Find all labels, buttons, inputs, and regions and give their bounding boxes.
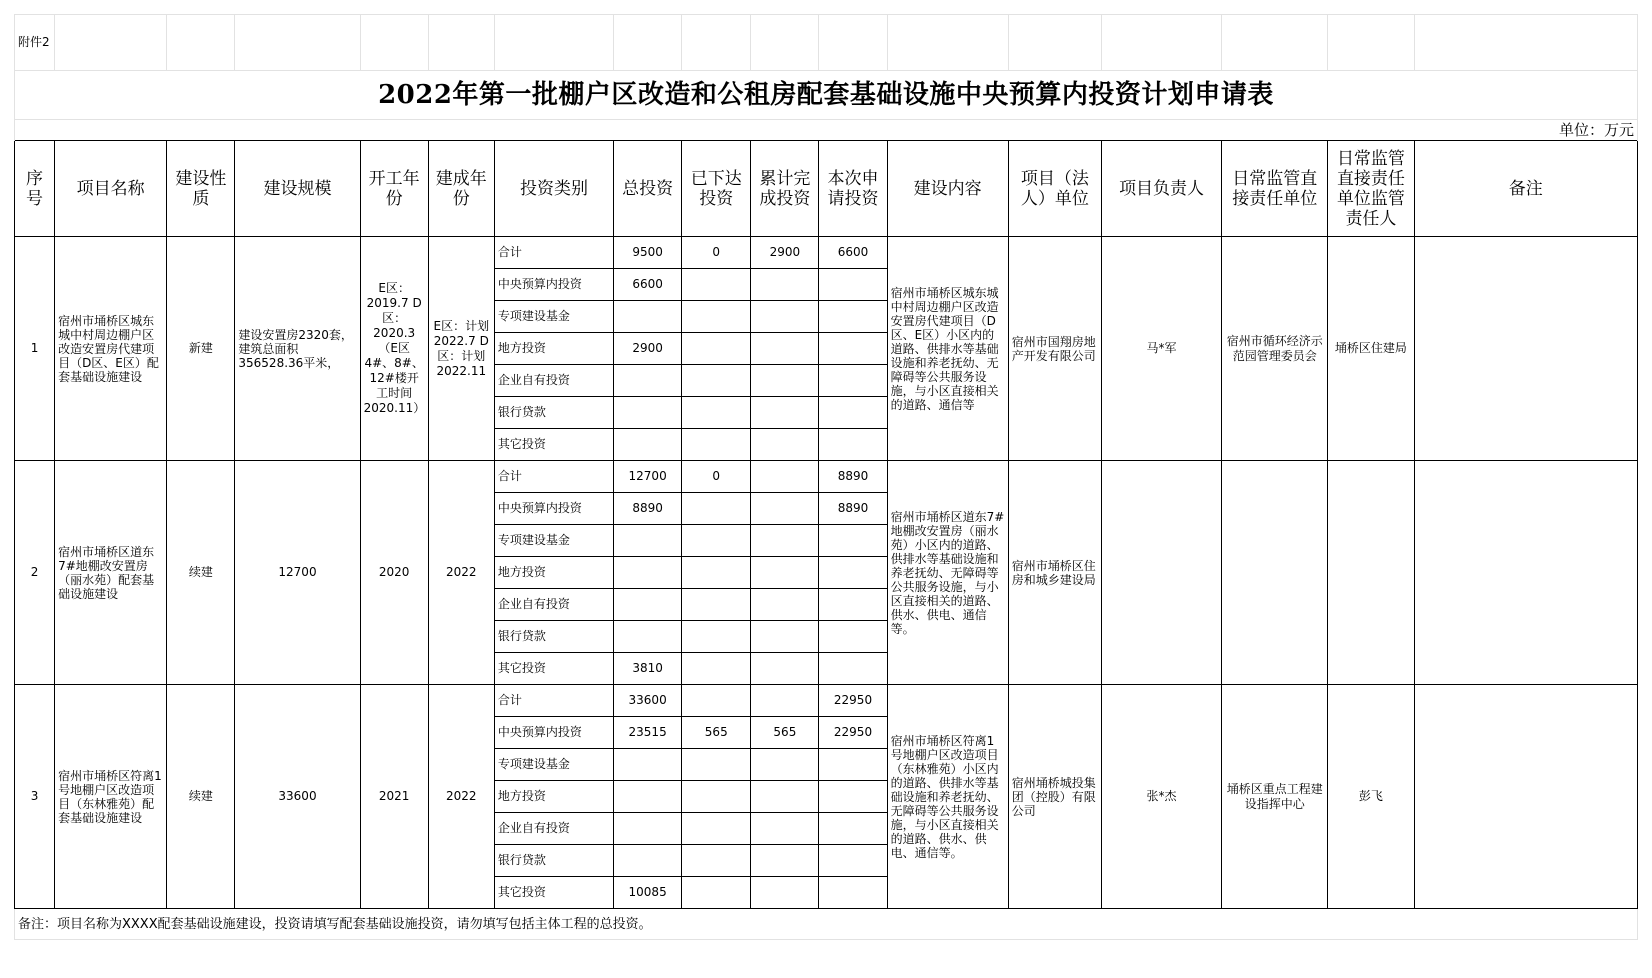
apply-investment-cell: [819, 429, 887, 461]
attachment-label: 附件2: [15, 15, 55, 71]
supervisor-unit-cell: 埇桥区重点工程建设指挥中心: [1222, 685, 1328, 909]
total-investment-cell: [614, 301, 682, 333]
table-row: [15, 461, 1638, 493]
apply-investment-cell: [819, 557, 887, 589]
total-investment-cell: [614, 813, 682, 845]
apply-investment-cell: [819, 781, 887, 813]
completed-investment-cell: [751, 781, 819, 813]
header-type: 投资类别: [494, 141, 613, 237]
completed-investment-cell: [751, 301, 819, 333]
table-row: [15, 685, 1638, 717]
total-investment-cell: 23515: [614, 717, 682, 749]
spreadsheet: [14, 14, 1638, 940]
investment-type-cell: 中央预算内投资: [494, 717, 613, 749]
total-investment-cell: [614, 365, 682, 397]
investment-type-cell: 地方投资: [494, 781, 613, 813]
apply-investment-cell: [819, 653, 887, 685]
completed-investment-cell: [751, 493, 819, 525]
page-title: 2022年第一批棚户区改造和公租房配套基础设施中央预算内投资计划申请表: [15, 71, 1638, 120]
header-unit: 项目（法人）单位: [1008, 141, 1101, 237]
total-investment-cell: 3810: [614, 653, 682, 685]
project-leader-cell: 张*杰: [1101, 685, 1221, 909]
issued-investment-cell: [682, 781, 751, 813]
apply-investment-cell: 22950: [819, 685, 887, 717]
investment-type-cell: 其它投资: [494, 429, 613, 461]
legal-unit-cell: 宿州市国翔房地产开发有限公司: [1008, 237, 1101, 461]
issued-investment-cell: [682, 301, 751, 333]
total-investment-cell: [614, 845, 682, 877]
table-row: [15, 237, 1638, 269]
completed-investment-cell: [751, 397, 819, 429]
header-seq: 序号: [15, 141, 55, 237]
completed-investment-cell: [751, 685, 819, 717]
unit-row: [15, 120, 1638, 141]
apply-investment-cell: [819, 621, 887, 653]
completed-investment-cell: [751, 429, 819, 461]
apply-investment-cell: [819, 589, 887, 621]
investment-type-cell: 合计: [494, 237, 613, 269]
attachment-row: [15, 15, 1638, 71]
issued-investment-cell: [682, 589, 751, 621]
header-sup-person: 日常监管直接责任单位监管责任人: [1328, 141, 1414, 237]
start-year-cell: 2021: [360, 685, 428, 909]
investment-type-cell: 企业自有投资: [494, 589, 613, 621]
total-investment-cell: 12700: [614, 461, 682, 493]
total-investment-cell: 8890: [614, 493, 682, 525]
apply-investment-cell: 22950: [819, 717, 887, 749]
footnote: 备注：项目名称为XXXX配套基础设施建设，投资请填写配套基础设施投资，请勿填写包括主体工程的总投资。: [15, 909, 1638, 940]
completed-investment-cell: [751, 653, 819, 685]
finish-year-cell: E区：计划2022.7 D区：计划2022.11: [428, 237, 494, 461]
note-row: [15, 909, 1638, 940]
apply-investment-cell: [819, 397, 887, 429]
investment-type-cell: 专项建设基金: [494, 301, 613, 333]
issued-investment-cell: [682, 877, 751, 909]
investment-type-cell: 合计: [494, 461, 613, 493]
completed-investment-cell: [751, 877, 819, 909]
scale-cell: 33600: [235, 685, 360, 909]
total-investment-cell: 2900: [614, 333, 682, 365]
unit-label: 单位：万元: [15, 120, 1638, 141]
completed-investment-cell: [751, 589, 819, 621]
header-row: [15, 141, 1638, 237]
completed-investment-cell: [751, 813, 819, 845]
supervisor-unit-cell: 宿州市循环经济示范园管理委员会: [1222, 237, 1328, 461]
completed-investment-cell: [751, 749, 819, 781]
issued-investment-cell: [682, 621, 751, 653]
completed-investment-cell: 2900: [751, 237, 819, 269]
investment-type-cell: 地方投资: [494, 333, 613, 365]
nature-cell: 新建: [167, 237, 235, 461]
apply-investment-cell: [819, 269, 887, 301]
supervisor-person-cell: 埇桥区住建局: [1328, 237, 1414, 461]
investment-type-cell: 地方投资: [494, 557, 613, 589]
investment-type-cell: 专项建设基金: [494, 525, 613, 557]
issued-investment-cell: [682, 493, 751, 525]
total-investment-cell: 33600: [614, 685, 682, 717]
seq-cell: 1: [15, 237, 55, 461]
header-finish: 建成年份: [428, 141, 494, 237]
apply-investment-cell: [819, 301, 887, 333]
completed-investment-cell: 565: [751, 717, 819, 749]
issued-investment-cell: [682, 749, 751, 781]
issued-investment-cell: [682, 685, 751, 717]
header-leader: 项目负责人: [1101, 141, 1221, 237]
total-investment-cell: [614, 749, 682, 781]
total-investment-cell: [614, 557, 682, 589]
apply-investment-cell: 6600: [819, 237, 887, 269]
seq-cell: 3: [15, 685, 55, 909]
header-content: 建设内容: [887, 141, 1008, 237]
header-apply: 本次申请投资: [819, 141, 887, 237]
finish-year-cell: 2022: [428, 685, 494, 909]
issued-investment-cell: 0: [682, 237, 751, 269]
completed-investment-cell: [751, 525, 819, 557]
apply-investment-cell: [819, 365, 887, 397]
title-row: [15, 71, 1638, 120]
issued-investment-cell: [682, 653, 751, 685]
header-done: 累计完成投资: [751, 141, 819, 237]
issued-investment-cell: [682, 845, 751, 877]
construction-content-cell: 宿州市埇桥区道东7#地棚改安置房（丽水苑）小区内的道路、供排水等基础设施和养老抚幼、无障碍等公共服务设施，与小区直接相关的道路、供水、供电、通信等。: [887, 461, 1008, 685]
total-investment-cell: [614, 621, 682, 653]
completed-investment-cell: [751, 365, 819, 397]
construction-content-cell: 宿州市埇桥区城东城中村周边棚户区改造安置房代建项目（D区、E区）小区内的道路、供排水等基础设施和养老抚幼、无障碍等公共服务设施，与小区直接相关的道路、通信等: [887, 237, 1008, 461]
issued-investment-cell: [682, 525, 751, 557]
supervisor-person-cell: [1328, 461, 1414, 685]
investment-type-cell: 银行贷款: [494, 845, 613, 877]
total-investment-cell: [614, 525, 682, 557]
issued-investment-cell: 565: [682, 717, 751, 749]
header-nature: 建设性质: [167, 141, 235, 237]
investment-plan-table: [14, 14, 1638, 940]
remark-cell: [1414, 461, 1637, 685]
remark-cell: [1414, 237, 1637, 461]
start-year-cell: 2020: [360, 461, 428, 685]
investment-type-cell: 合计: [494, 685, 613, 717]
investment-type-cell: 其它投资: [494, 653, 613, 685]
scale-cell: 12700: [235, 461, 360, 685]
total-investment-cell: 6600: [614, 269, 682, 301]
investment-type-cell: 银行贷款: [494, 397, 613, 429]
investment-type-cell: 企业自有投资: [494, 365, 613, 397]
issued-investment-cell: [682, 333, 751, 365]
investment-type-cell: 银行贷款: [494, 621, 613, 653]
investment-type-cell: 专项建设基金: [494, 749, 613, 781]
total-investment-cell: 10085: [614, 877, 682, 909]
apply-investment-cell: [819, 877, 887, 909]
legal-unit-cell: 宿州埇桥城投集团（控股）有限公司: [1008, 685, 1101, 909]
seq-cell: 2: [15, 461, 55, 685]
scale-cell: 建设安置房2320套，建筑总面积356528.36平米，: [235, 237, 360, 461]
header-start: 开工年份: [360, 141, 428, 237]
completed-investment-cell: [751, 333, 819, 365]
issued-investment-cell: [682, 429, 751, 461]
supervisor-unit-cell: [1222, 461, 1328, 685]
nature-cell: 续建: [167, 685, 235, 909]
issued-investment-cell: 0: [682, 461, 751, 493]
total-investment-cell: [614, 429, 682, 461]
start-year-cell: E区：2019.7 D区：2020.3（E区4#、8#、12#楼开工时间2020.11）: [360, 237, 428, 461]
total-investment-cell: [614, 589, 682, 621]
project-name-cell: 宿州市埇桥区城东城中村周边棚户区改造安置房代建项目（D区、E区）配套基础设施建设: [55, 237, 167, 461]
total-investment-cell: [614, 781, 682, 813]
header-supervisor: 日常监管直接责任单位: [1222, 141, 1328, 237]
nature-cell: 续建: [167, 461, 235, 685]
header-name: 项目名称: [55, 141, 167, 237]
project-leader-cell: 马*军: [1101, 237, 1221, 461]
issued-investment-cell: [682, 269, 751, 301]
completed-investment-cell: [751, 845, 819, 877]
completed-investment-cell: [751, 621, 819, 653]
header-scale: 建设规模: [235, 141, 360, 237]
project-leader-cell: [1101, 461, 1221, 685]
investment-type-cell: 中央预算内投资: [494, 269, 613, 301]
project-name-cell: 宿州市埇桥区符离1号地棚户区改造项目（东林雅苑）配套基础设施建设: [55, 685, 167, 909]
apply-investment-cell: [819, 333, 887, 365]
remark-cell: [1414, 685, 1637, 909]
investment-type-cell: 中央预算内投资: [494, 493, 613, 525]
header-total: 总投资: [614, 141, 682, 237]
issued-investment-cell: [682, 397, 751, 429]
apply-investment-cell: [819, 525, 887, 557]
completed-investment-cell: [751, 269, 819, 301]
investment-type-cell: 其它投资: [494, 877, 613, 909]
apply-investment-cell: [819, 749, 887, 781]
issued-investment-cell: [682, 813, 751, 845]
legal-unit-cell: 宿州市埇桥区住房和城乡建设局: [1008, 461, 1101, 685]
investment-type-cell: 企业自有投资: [494, 813, 613, 845]
completed-investment-cell: [751, 557, 819, 589]
issued-investment-cell: [682, 557, 751, 589]
issued-investment-cell: [682, 365, 751, 397]
project-name-cell: 宿州市埇桥区道东7#地棚改安置房（丽水苑）配套基础设施建设: [55, 461, 167, 685]
finish-year-cell: 2022: [428, 461, 494, 685]
apply-investment-cell: [819, 845, 887, 877]
supervisor-person-cell: 彭飞: [1328, 685, 1414, 909]
total-investment-cell: 9500: [614, 237, 682, 269]
header-remark: 备注: [1414, 141, 1637, 237]
construction-content-cell: 宿州市埇桥区符离1号地棚户区改造项目（东林雅苑）小区内的道路、供排水等基础设施和养老抚幼、无障碍等公共服务设施，与小区直接相关的道路、供水、供电、通信等。: [887, 685, 1008, 909]
total-investment-cell: [614, 397, 682, 429]
apply-investment-cell: [819, 813, 887, 845]
apply-investment-cell: 8890: [819, 461, 887, 493]
apply-investment-cell: 8890: [819, 493, 887, 525]
completed-investment-cell: [751, 461, 819, 493]
header-issued: 已下达投资: [682, 141, 751, 237]
